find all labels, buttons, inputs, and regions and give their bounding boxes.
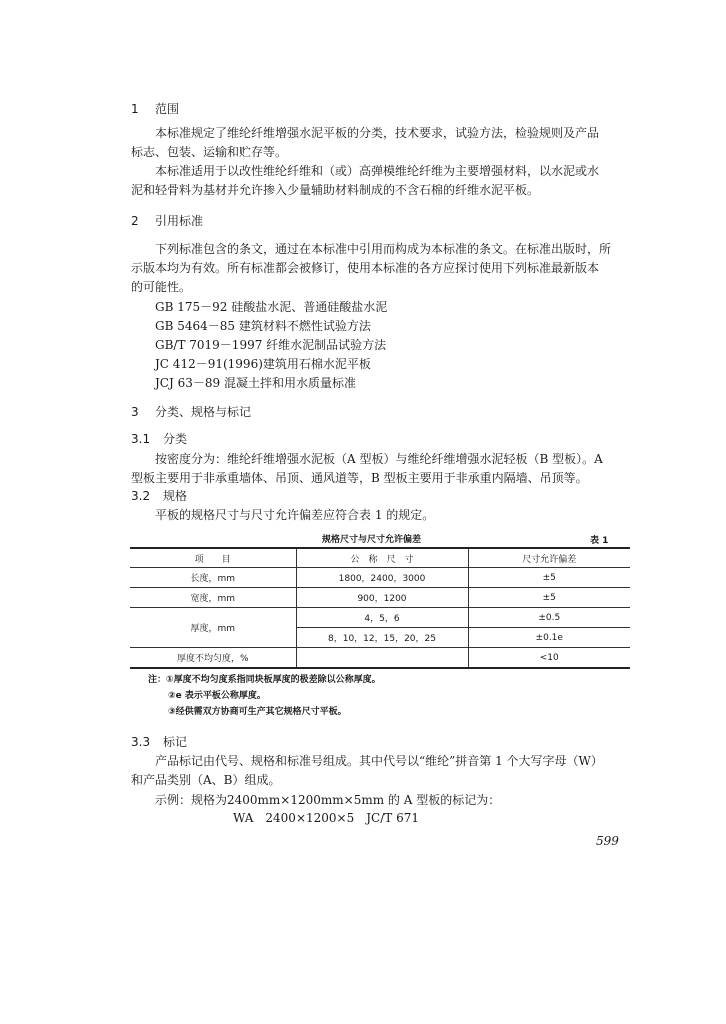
table-cell: 8，10，12，15，20，25	[296, 628, 468, 648]
reference-item: GB/T 7019－1997 纤维水泥制品试验方法	[155, 338, 387, 352]
table-title: 规格尺寸与尺寸允许偏差	[322, 535, 422, 545]
paragraph-line: 示版本均为有效。所有标准都会被修订，使用本标准的各方应探讨使用下列标准最新版本	[131, 261, 600, 275]
paragraph-line: 产品标记由代号、规格和标准号组成。其中代号以“维纶”拼音第 1 个大写字母（W）	[155, 754, 603, 768]
table-cell: ±5	[468, 568, 630, 588]
section-title: 规格	[163, 489, 188, 503]
table-cell: 长度，mm	[130, 568, 296, 588]
table-note: ②e 表示平板公称厚度。	[168, 691, 266, 701]
section-title: 分类	[163, 432, 188, 446]
example-mark: WA 2400×1200×5 JC/T 671	[233, 811, 419, 825]
paragraph-line: 的可能性。	[131, 280, 192, 294]
table-cell	[296, 648, 468, 669]
section-title: 引用标准	[155, 214, 204, 228]
section-3-3-heading	[131, 733, 187, 750]
table-note: ③经供需双方协商可生产其它规格尺寸平板。	[168, 707, 347, 717]
paragraph-line: 本标准规定了维纶纤维增强水泥平板的分类，技术要求，试验方法，检验规则及产品	[155, 126, 600, 140]
example-intro: 示例：规格为2400mm×1200mm×5mm 的 A 型板的标记为：	[155, 793, 501, 807]
table-cell: ±5	[468, 588, 630, 608]
table-row	[130, 648, 630, 669]
table-row	[130, 588, 630, 608]
section-number: 3.2	[131, 489, 151, 503]
table-header-row	[130, 548, 630, 568]
paragraph-line: 按密度分为：维纶纤维增强水泥板（A 型板）与维纶纤维增强水泥轻板（B 型板）。A	[155, 452, 603, 466]
section-3-heading	[131, 403, 251, 420]
paragraph-line: 和产品类别（A、B）组成。	[131, 773, 281, 787]
paragraph-line: 型板主要用于非承重墙体、吊顶、通风道等，B 型板主要用于非承重内隔墙、吊顶等。	[131, 471, 588, 485]
section-title: 分类、规格与标记	[155, 405, 252, 419]
reference-item: JCJ 63－89 混凝土拌和用水质量标准	[155, 376, 356, 390]
table-cell: <10	[468, 648, 630, 669]
section-title: 范围	[155, 102, 180, 116]
table-cell: 4，5，6	[296, 608, 468, 628]
table-cell: ±0.1e	[468, 628, 630, 648]
paragraph-line: 泥和轻骨料为基材并允许掺入少量辅助材料制成的不含石棉的纤维水泥平板。	[131, 183, 540, 197]
section-number: 3	[131, 405, 139, 419]
section-number: 1	[131, 102, 139, 116]
table-row	[130, 568, 630, 588]
table-cell: 厚度不均匀度，%	[130, 648, 296, 669]
section-title: 标记	[163, 735, 188, 749]
page-number: 599	[596, 834, 619, 848]
paragraph-line: 平板的规格尺寸与尺寸允许偏差应符合表 1 的规定。	[155, 508, 435, 522]
section-2-heading	[131, 212, 203, 229]
table-cell: ±0.5	[468, 608, 630, 628]
table-cell: 厚度，mm	[130, 608, 296, 648]
reference-item: GB 5464－85 建筑材料不燃性试验方法	[155, 319, 371, 333]
paragraph-line: 下列标准包含的条文，通过在本标准中引用而构成为本标准的条文。在标准出版时，所	[155, 242, 612, 256]
table-note: 注：①厚度不均匀度系指同块板厚度的极差除以公称厚度。	[148, 675, 381, 685]
section-number: 3.3	[131, 735, 151, 749]
table-cell: 宽度，mm	[130, 588, 296, 608]
paragraph-line: 本标准适用于以改性维纶纤维和（或）高弹模维纶纤维为主要增强材料，以水泥或水	[155, 164, 600, 178]
section-3-1-heading	[131, 430, 187, 447]
section-3-2-heading	[131, 487, 187, 504]
section-number: 3.1	[131, 432, 151, 446]
table-header-cell: 尺寸允许偏差	[468, 548, 630, 568]
reference-item: JC 412－91(1996)建筑用石棉水泥平板	[155, 357, 371, 371]
section-1-heading	[131, 100, 179, 117]
reference-item: GB 175－92 硅酸盐水泥、普通硅酸盐水泥	[155, 300, 388, 314]
table-header-cell: 项 目	[130, 548, 296, 568]
paragraph-line: 标志、包装、运输和贮存等。	[131, 145, 288, 159]
table-label: 表 1	[590, 536, 609, 546]
table-cell: 1800，2400，3000	[296, 568, 468, 588]
spec-table	[130, 547, 630, 669]
table-row	[130, 608, 630, 628]
table-header-cell: 公 称 尺 寸	[296, 548, 468, 568]
table-cell: 900，1200	[296, 588, 468, 608]
section-number: 2	[131, 214, 139, 228]
